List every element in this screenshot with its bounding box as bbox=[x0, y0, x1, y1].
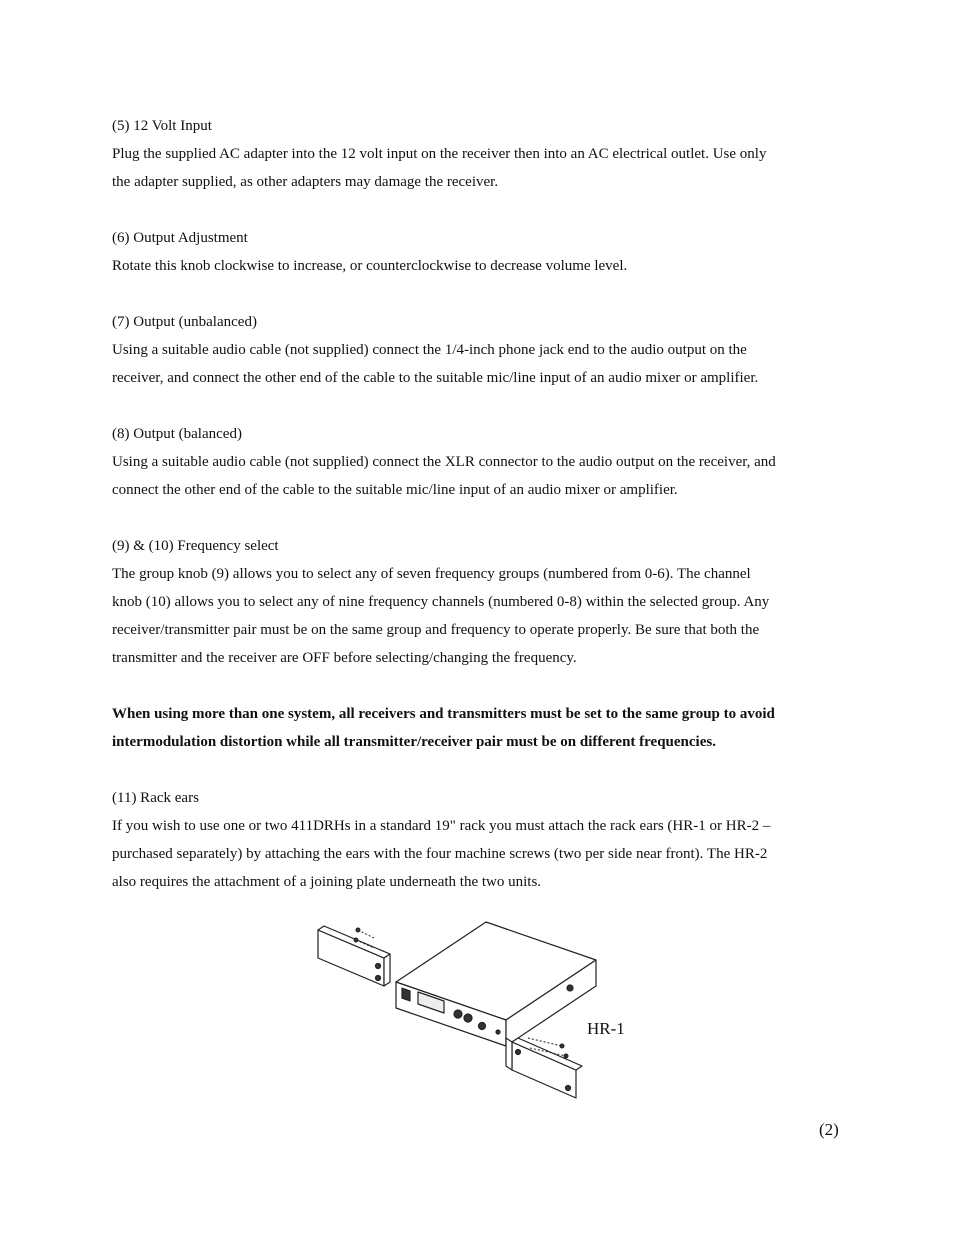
body-line: receiver, and connect the other end of the cable to the suitable mic/line input of an audio mixer or amplifier. bbox=[112, 370, 759, 386]
section-heading: (7) Output (unbalanced) bbox=[112, 314, 257, 330]
section-12v-input bbox=[112, 112, 847, 196]
warning-line: intermodulation distortion while all transmitter/receiver pair must be on different frequencies. bbox=[112, 734, 716, 750]
body-line: connect the other end of the cable to the suitable mic/line input of an audio mixer or amplifier. bbox=[112, 482, 678, 498]
document-body bbox=[112, 112, 847, 924]
figure-label: HR-1 bbox=[587, 1019, 625, 1038]
warning-note bbox=[112, 700, 847, 756]
rack-ears-illustration bbox=[300, 908, 650, 1108]
section-heading: (5) 12 Volt Input bbox=[112, 118, 212, 134]
body-line: transmitter and the receiver are OFF before selecting/changing the frequency. bbox=[112, 650, 577, 666]
section-heading: (9) & (10) Frequency select bbox=[112, 538, 279, 554]
section-heading: (8) Output (balanced) bbox=[112, 426, 242, 442]
body-line: knob (10) allows you to select any of nine frequency channels (numbered 0-8) within the selected group. Any bbox=[112, 594, 770, 610]
body-line: purchased separately) by attaching the ears with the four machine screws (two per side near front). The HR-2 bbox=[112, 846, 768, 862]
body-line: Rotate this knob clockwise to increase, or counterclockwise to decrease volume level. bbox=[112, 258, 628, 274]
section-heading: (11) Rack ears bbox=[112, 790, 199, 806]
page-number: (2) bbox=[819, 1120, 839, 1139]
body-line: also requires the attachment of a joining plate underneath the two units. bbox=[112, 874, 542, 890]
section-output-adjustment bbox=[112, 224, 847, 280]
body-line: Using a suitable audio cable (not supplied) connect the 1/4-inch phone jack end to the audio output on the bbox=[112, 342, 747, 358]
section-heading: (6) Output Adjustment bbox=[112, 230, 248, 246]
warning-line: When using more than one system, all receivers and transmitters must be set to the same group to avoid bbox=[112, 706, 775, 722]
body-line: Using a suitable audio cable (not supplied) connect the XLR connector to the audio output on the receiver, and bbox=[112, 454, 776, 470]
section-rack-ears bbox=[112, 784, 847, 896]
section-frequency-select bbox=[112, 532, 847, 672]
body-line: If you wish to use one or two 411DRHs in a standard 19" rack you must attach the rack ears (HR-1 or HR-2 – bbox=[112, 818, 771, 834]
body-line: Plug the supplied AC adapter into the 12 volt input on the receiver then into an AC electrical outlet. Use only bbox=[112, 146, 767, 162]
section-output-balanced bbox=[112, 420, 847, 504]
section-output-unbalanced bbox=[112, 308, 847, 392]
body-line: the adapter supplied, as other adapters may damage the receiver. bbox=[112, 174, 499, 190]
body-line: The group knob (9) allows you to select any of seven frequency groups (numbered from 0-6). The channel bbox=[112, 566, 751, 582]
body-line: receiver/transmitter pair must be on the same group and frequency to operate properly. Be sure that both the bbox=[112, 622, 760, 638]
